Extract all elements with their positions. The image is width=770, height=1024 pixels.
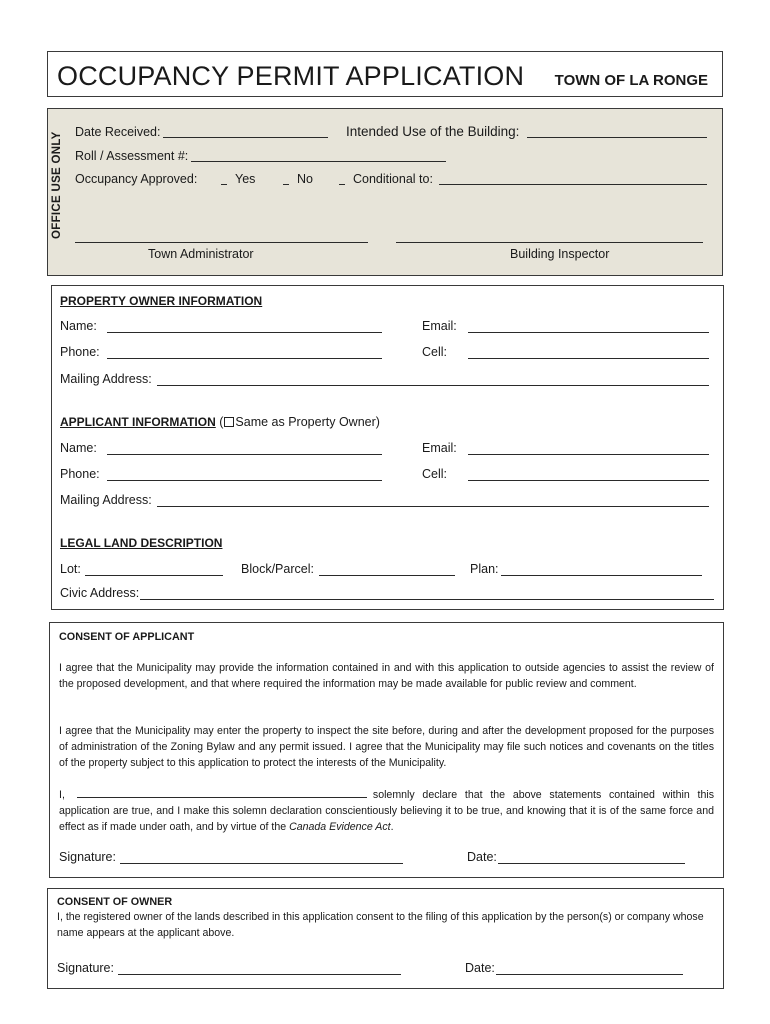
- building-inspector-label: Building Inspector: [510, 247, 610, 261]
- information-section: [51, 285, 724, 610]
- applicant-cell-label: Cell:: [422, 467, 448, 481]
- owner-mailing-field[interactable]: [157, 385, 709, 386]
- conditional-checkline[interactable]: [339, 184, 345, 185]
- block-field[interactable]: [319, 575, 455, 576]
- applicant-date-label: Date:: [467, 850, 497, 864]
- consent-owner-para: I, the registered owner of the lands described in this application consent to the filing of this application by the person(s) or company whose name appears at the applicant above.: [57, 911, 704, 939]
- applicant-name-label: Name:: [60, 441, 97, 455]
- consent-owner-heading: CONSENT OF OWNER: [57, 896, 173, 908]
- applicant-phone-field[interactable]: [107, 480, 382, 481]
- canada-evidence-act: Canada Evidence Act: [289, 820, 391, 833]
- applicant-email-field[interactable]: [468, 454, 709, 455]
- applicant-email-label: Email:: [422, 441, 457, 455]
- owner-date-field[interactable]: [496, 974, 683, 975]
- date-received-field[interactable]: [163, 137, 328, 138]
- owner-cell-field[interactable]: [468, 358, 709, 359]
- roll-label: Roll / Assessment #:: [75, 149, 189, 163]
- plan-label: Plan:: [470, 562, 499, 576]
- applicant-cell-field[interactable]: [468, 480, 709, 481]
- town-name: TOWN OF LA RONGE: [554, 72, 708, 89]
- declare-end: .: [390, 820, 394, 833]
- occupancy-approved-label: Occupancy Approved:: [75, 172, 198, 186]
- consent-applicant-para2: I agree that the Municipality may enter the property to inspect the site before, during and after the development proposed for the purposes of administration of the Zoning Bylaw and any permit issued. I agree that the Municipality may file such notices and covenants on the titles of the property subject to this application to protect the interests of the Municipality.: [59, 725, 714, 769]
- town-admin-label: Town Administrator: [148, 247, 254, 261]
- declare-text: solemnly declare that the above statements contained within this application are true, and I make this solemn declaration conscientiously believing it to be true, and knowing that it is of the same force and effect as if made under oath, and by virtue of the: [59, 789, 714, 833]
- applicant-paren: (: [219, 415, 224, 429]
- owner-name-label: Name:: [60, 319, 97, 333]
- civic-address-label: Civic Address:: [60, 586, 140, 600]
- owner-phone-label: Phone:: [60, 345, 100, 359]
- consent-applicant-heading: CONSENT OF APPLICANT: [59, 631, 195, 643]
- office-use-vertical-label: OFFICE USE ONLY: [51, 131, 63, 239]
- lot-label: Lot:: [60, 562, 81, 576]
- applicant-mailing-field[interactable]: [157, 506, 709, 507]
- lot-field[interactable]: [85, 575, 223, 576]
- owner-date-label: Date:: [465, 961, 495, 975]
- form-title: OCCUPANCY PERMIT APPLICATION: [57, 61, 525, 91]
- applicant-signature-label: Signature:: [59, 850, 116, 864]
- consent-owner-section: [47, 888, 724, 989]
- same-as-owner-checkbox[interactable]: [224, 417, 234, 427]
- legal-heading: LEGAL LAND DESCRIPTION: [60, 536, 223, 550]
- consent-applicant-para3: [59, 788, 714, 835]
- applicant-name-field[interactable]: [107, 454, 382, 455]
- applicant-phone-label: Phone:: [60, 467, 100, 481]
- intended-use-field[interactable]: [527, 137, 707, 138]
- owner-email-field[interactable]: [468, 332, 709, 333]
- owner-email-label: Email:: [422, 319, 457, 333]
- declarant-name-field[interactable]: [77, 788, 367, 798]
- office-use-section: [47, 108, 723, 276]
- owner-cell-label: Cell:: [422, 345, 448, 359]
- roll-field[interactable]: [191, 161, 446, 162]
- yes-checkline[interactable]: [221, 184, 227, 185]
- consent-applicant-para1: I agree that the Municipality may provide the information contained in and with this application to outside agencies to assist the review of the proposed development, and that where required the information may be made available for public review and comment.: [59, 662, 714, 690]
- conditional-label: Conditional to:: [353, 172, 433, 186]
- town-admin-signature-line[interactable]: [75, 242, 368, 243]
- consent-applicant-section: [49, 622, 724, 878]
- conditional-field[interactable]: [439, 184, 707, 185]
- no-label: No: [297, 172, 313, 186]
- date-received-label: Date Received:: [75, 125, 161, 139]
- applicant-mailing-label: Mailing Address:: [60, 493, 152, 507]
- applicant-signature-field[interactable]: [120, 863, 403, 864]
- block-label: Block/Parcel:: [241, 562, 314, 576]
- form-header: [47, 51, 723, 97]
- applicant-heading-row: [60, 415, 380, 429]
- civic-address-field[interactable]: [140, 599, 714, 600]
- owner-mailing-label: Mailing Address:: [60, 372, 152, 386]
- plan-field[interactable]: [501, 575, 702, 576]
- owner-signature-field[interactable]: [118, 974, 401, 975]
- intended-use-label: Intended Use of the Building:: [346, 124, 520, 139]
- declare-i: I,: [59, 789, 65, 801]
- owner-phone-field[interactable]: [107, 358, 382, 359]
- no-checkline[interactable]: [283, 184, 289, 185]
- yes-label: Yes: [235, 172, 256, 186]
- owner-name-field[interactable]: [107, 332, 382, 333]
- owner-signature-label: Signature:: [57, 961, 114, 975]
- applicant-date-field[interactable]: [498, 863, 685, 864]
- building-inspector-signature-line[interactable]: [396, 242, 703, 243]
- owner-info-heading: PROPERTY OWNER INFORMATION: [60, 294, 263, 308]
- same-as-owner-label: Same as Property Owner): [235, 415, 380, 429]
- applicant-info-heading: APPLICANT INFORMATION: [60, 415, 216, 429]
